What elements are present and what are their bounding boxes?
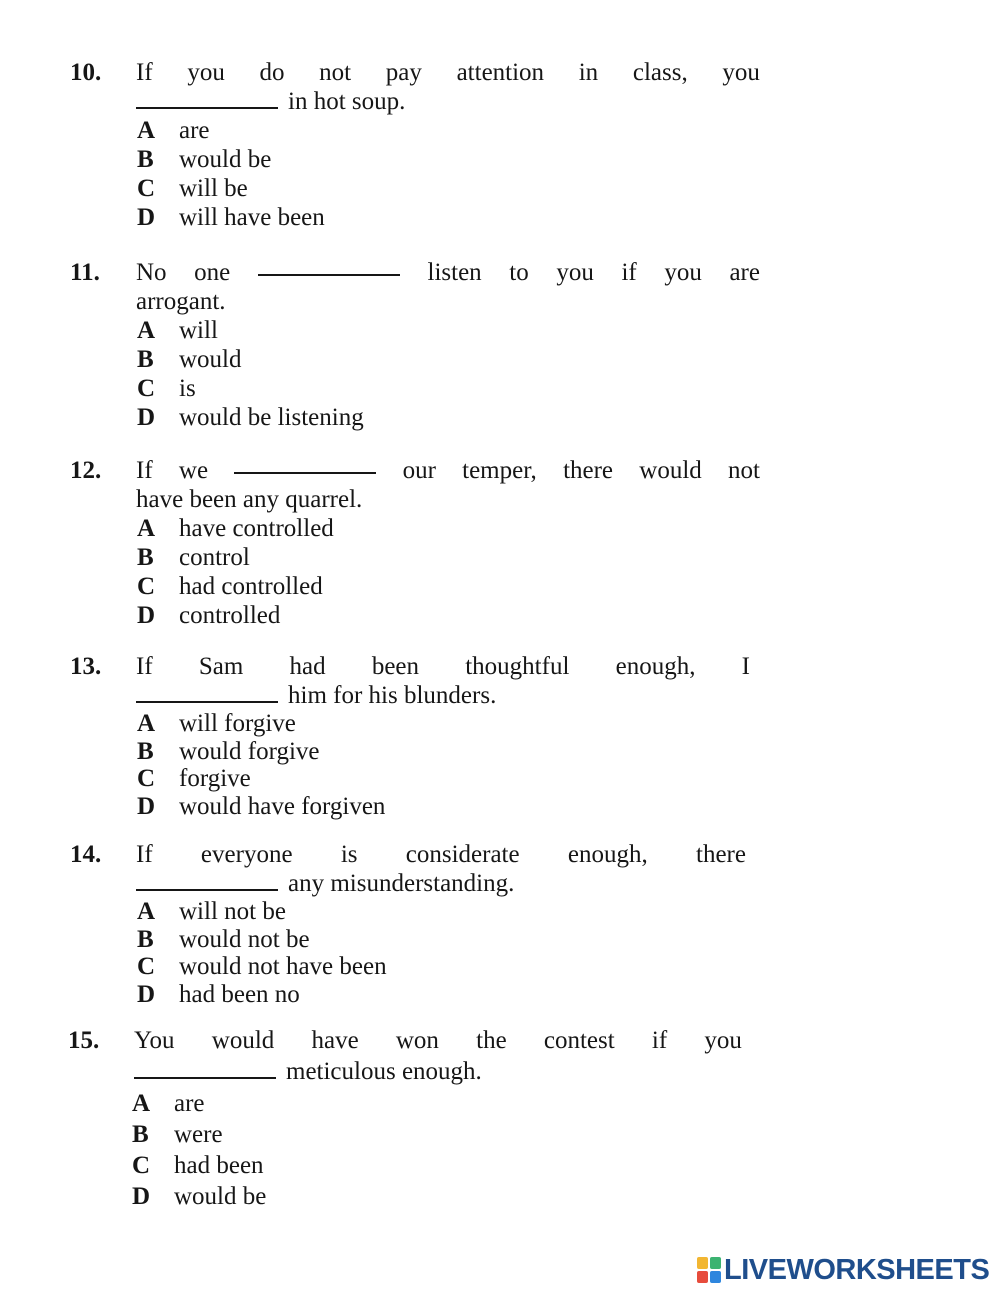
question-stem-line-2 xyxy=(136,87,760,116)
stem-word: is xyxy=(340,841,358,868)
stem-word: in xyxy=(578,59,599,86)
option-a xyxy=(137,316,760,345)
question-stem-line-1 xyxy=(70,840,760,869)
stem-word: do xyxy=(259,59,285,86)
option-a xyxy=(137,710,760,738)
question-number: 14. xyxy=(70,841,102,868)
liveworksheets-brand xyxy=(697,1252,989,1288)
stem-text: any misunderstanding. xyxy=(288,870,515,897)
option-text: would be xyxy=(174,1183,267,1210)
stem-word: You xyxy=(134,1027,175,1054)
stem-word: have xyxy=(311,1027,359,1054)
options-list xyxy=(137,898,760,1008)
stem-word: considerate xyxy=(405,841,520,868)
question-stem-words xyxy=(136,456,760,485)
question-stem-line-2: have been any quarrel. xyxy=(136,486,363,513)
option-d xyxy=(137,203,760,232)
brand-name: LIVEWORKSHEETS xyxy=(724,1253,990,1286)
option-letter: B xyxy=(137,544,154,571)
option-text: would be xyxy=(179,146,272,173)
stem-word: not xyxy=(728,457,760,484)
option-letter: B xyxy=(137,346,154,373)
option-c xyxy=(132,1150,758,1181)
stem-word: if xyxy=(651,1027,668,1054)
option-c xyxy=(137,174,760,203)
liveworksheets-logo-icon xyxy=(697,1257,721,1283)
option-b xyxy=(137,926,760,954)
stem-word: If xyxy=(136,59,153,86)
option-letter: B xyxy=(137,737,154,765)
option-letter: A xyxy=(137,117,156,144)
stem-text: him for his blunders. xyxy=(288,682,497,709)
stem-word: listen xyxy=(427,259,482,286)
option-b xyxy=(137,543,760,572)
question-number: 13. xyxy=(70,653,102,680)
option-text: had been no xyxy=(179,980,300,1008)
stem-word: If xyxy=(136,841,153,868)
question-10 xyxy=(70,58,760,232)
option-letter: C xyxy=(137,573,156,600)
stem-word: had xyxy=(289,653,326,680)
stem-word: our xyxy=(402,457,436,484)
stem-word: not xyxy=(319,59,352,86)
question-stem-line-1 xyxy=(70,258,760,287)
answer-blank xyxy=(136,91,278,109)
option-text: had been xyxy=(174,1152,264,1179)
option-b xyxy=(137,738,760,766)
option-d xyxy=(132,1181,758,1212)
question-stem-line-1 xyxy=(70,58,760,87)
option-text: would xyxy=(179,346,242,373)
option-d xyxy=(137,601,760,630)
answer-blank xyxy=(136,685,278,703)
option-letter: B xyxy=(137,925,154,953)
question-15 xyxy=(68,1026,758,1212)
option-letter: D xyxy=(137,980,156,1008)
stem-word: temper, xyxy=(462,457,537,484)
option-text: will have been xyxy=(179,204,325,231)
stem-word: enough, xyxy=(615,653,696,680)
stem-word: Sam xyxy=(198,653,244,680)
stem-word: would xyxy=(211,1027,275,1054)
logo-square xyxy=(697,1271,708,1283)
stem-word: are xyxy=(729,259,760,286)
option-letter: D xyxy=(132,1183,151,1210)
question-11 xyxy=(70,258,760,432)
option-letter: C xyxy=(137,375,156,402)
options-list xyxy=(132,1088,758,1212)
options-list xyxy=(137,316,760,432)
option-letter: C xyxy=(137,175,156,202)
question-number: 12. xyxy=(70,457,102,484)
question-number: 15. xyxy=(68,1027,100,1054)
question-stem-line-1 xyxy=(70,456,760,485)
question-number: 11. xyxy=(70,259,100,286)
stem-word: No xyxy=(136,259,167,286)
stem-word: you xyxy=(187,59,225,86)
option-text: forgive xyxy=(179,765,251,792)
answer-blank xyxy=(136,873,278,891)
option-c xyxy=(137,765,760,793)
option-text: are xyxy=(174,1090,205,1117)
stem-word: would xyxy=(639,457,702,484)
option-letter: D xyxy=(137,404,156,431)
question-stem-line-2 xyxy=(136,869,760,898)
stem-word: contest xyxy=(543,1027,615,1054)
option-text: will not be xyxy=(179,898,286,925)
option-text: would have forgiven xyxy=(179,792,386,820)
option-letter: B xyxy=(132,1121,149,1148)
question-stem-words xyxy=(136,258,760,287)
stem-word: one xyxy=(194,259,231,286)
option-text: will forgive xyxy=(179,710,296,737)
question-stem-line-2: arrogant. xyxy=(136,288,226,315)
option-letter: D xyxy=(137,792,156,820)
option-b xyxy=(137,345,760,374)
stem-word: been xyxy=(371,653,420,680)
answer-blank xyxy=(134,1061,276,1079)
option-text: have controlled xyxy=(179,515,334,542)
option-text: is xyxy=(179,375,196,402)
stem-word: you xyxy=(664,259,702,286)
stem-word: pay xyxy=(385,59,422,86)
stem-text: in hot soup. xyxy=(288,88,406,115)
stem-text: meticulous enough. xyxy=(286,1058,482,1085)
stem-word: there xyxy=(696,841,746,868)
stem-word: If xyxy=(136,653,153,680)
options-list xyxy=(137,116,760,232)
stem-word: you xyxy=(722,59,760,86)
option-c xyxy=(137,953,760,981)
stem-word: there xyxy=(563,457,614,484)
option-letter: A xyxy=(137,898,156,925)
option-text: would not have been xyxy=(179,953,387,980)
stem-word: I xyxy=(741,653,750,680)
option-letter: C xyxy=(137,765,156,792)
stem-word: everyone xyxy=(200,841,293,868)
option-c xyxy=(137,572,760,601)
stem-word: to xyxy=(509,259,529,286)
option-d xyxy=(137,981,760,1009)
stem-word: if xyxy=(621,259,637,286)
option-letter: A xyxy=(137,317,156,344)
option-text: will be xyxy=(179,175,248,202)
option-letter: D xyxy=(137,204,156,231)
logo-square xyxy=(710,1271,721,1283)
option-letter: A xyxy=(132,1090,151,1117)
stem-word: enough, xyxy=(567,841,648,868)
question-stem-words xyxy=(136,840,746,869)
option-letter: A xyxy=(137,710,156,737)
question-stem-words xyxy=(134,1026,742,1055)
option-text: would forgive xyxy=(179,737,320,765)
option-text: are xyxy=(179,117,210,144)
option-b xyxy=(132,1119,758,1150)
option-a xyxy=(137,116,760,145)
stem-word: thoughtful xyxy=(465,653,570,680)
logo-square xyxy=(697,1257,708,1269)
option-letter: B xyxy=(137,146,154,173)
answer-blank xyxy=(234,456,376,474)
question-number: 10. xyxy=(70,59,102,86)
answer-blank xyxy=(258,258,400,276)
stem-word: you xyxy=(556,259,594,286)
option-text: control xyxy=(179,544,250,571)
option-text: would not be xyxy=(179,925,310,953)
question-12 xyxy=(70,456,760,630)
option-c xyxy=(137,374,760,403)
question-stem-line-1 xyxy=(68,1026,758,1055)
option-a xyxy=(137,898,760,926)
option-text: will xyxy=(179,317,218,344)
options-list xyxy=(137,710,760,820)
stem-word: you xyxy=(704,1027,742,1054)
question-stem-line-2 xyxy=(134,1055,758,1088)
option-text: controlled xyxy=(179,602,281,629)
question-14 xyxy=(70,840,760,1008)
question-stem-line-1 xyxy=(70,652,760,681)
stem-word: attention xyxy=(456,59,545,86)
option-d xyxy=(137,403,760,432)
question-13 xyxy=(70,652,760,820)
question-stem-words xyxy=(136,58,760,87)
stem-word: won xyxy=(395,1027,439,1054)
option-d xyxy=(137,793,760,821)
option-text: would be listening xyxy=(179,404,364,431)
option-text: were xyxy=(174,1121,223,1148)
stem-word: we xyxy=(178,457,209,484)
logo-square xyxy=(710,1257,721,1269)
option-text: had controlled xyxy=(179,573,323,600)
option-a xyxy=(137,514,760,543)
options-list xyxy=(137,514,760,630)
stem-word: If xyxy=(136,457,153,484)
option-b xyxy=(137,145,760,174)
option-a xyxy=(132,1088,758,1119)
option-letter: D xyxy=(137,602,156,629)
option-letter: C xyxy=(132,1152,151,1179)
option-letter: C xyxy=(137,953,156,980)
stem-word: the xyxy=(476,1027,507,1054)
option-letter: A xyxy=(137,515,156,542)
stem-word: class, xyxy=(632,59,688,86)
question-stem-line-2 xyxy=(136,681,760,710)
question-stem-words xyxy=(136,652,750,681)
